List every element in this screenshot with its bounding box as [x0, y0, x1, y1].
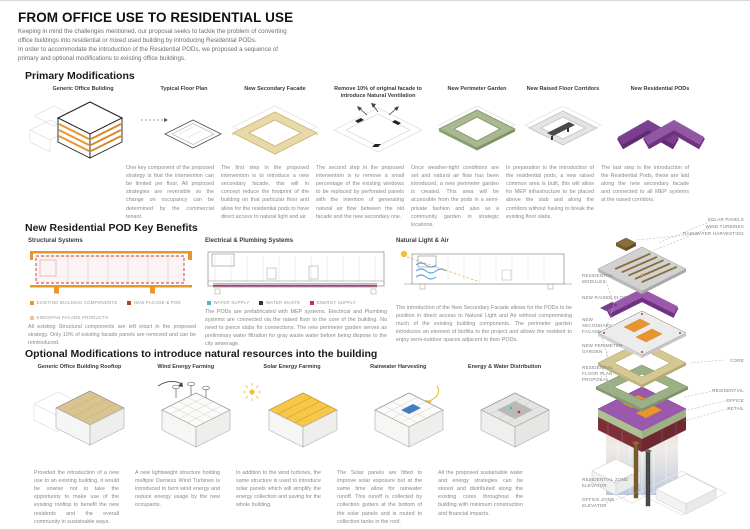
legend-item	[310, 300, 356, 305]
optional-col-distribution	[453, 364, 556, 460]
optional-paragraph: All the proposed sustainable water and energy strategies can be stored and distributed along the existing cores throughout the building with minimum construction and financial impacts.	[438, 470, 523, 517]
legend-item	[127, 300, 181, 305]
sun-icon	[243, 383, 261, 401]
primary-paragraph: The second step in the proposed intervention is to remove a small percentage of the existing windows to be replaced by perforated panels with the intention of generating natural air flow between the old facade and the new secondary one.	[316, 165, 404, 220]
electrical-text: The PODs are prefabricated with MEP systems. Electrical and Plumbing systems are connected via the raised floor to the core of the building. No need to pierce slabs for connections. The new perimeter garden serves as preliminary water filtration for gray waste water before being dispose to the city sewerage.	[205, 309, 387, 348]
label-rainwater-harvesting: RAINWATER HARVESTING	[683, 231, 744, 236]
legend-item	[30, 315, 108, 320]
header	[18, 10, 358, 64]
primary-col-secondary-facade	[230, 86, 320, 162]
label-residential: RESIDENTIAL	[712, 388, 744, 393]
label-solar-panels: SOLAR PANELS	[707, 217, 744, 222]
column-header: Wind Energy Farming	[157, 364, 215, 370]
legend-swatch	[310, 301, 314, 305]
rainwater-diagram	[347, 378, 450, 460]
intro-line: office buildings into residential or mixed used building by introducing Residential PODs.	[18, 36, 257, 44]
label-core: CORE	[730, 358, 744, 363]
column-header: New Raised Floor Corridors	[526, 86, 600, 92]
legend-swatch	[30, 316, 34, 320]
label-retail: RETAIL	[727, 406, 744, 411]
raised-floor-corridors-diagram	[521, 100, 605, 162]
legend-label: NEW FACADE & POD	[133, 300, 181, 305]
legend-item	[259, 300, 300, 305]
column-header: Generic Office Building	[52, 86, 114, 92]
legend-label: EXISTING BUILDING COMPONENTS	[36, 300, 118, 305]
column-header: Solar Energy Farming	[263, 364, 321, 370]
panel-title: Electrical & Plumbing Systems	[205, 238, 294, 244]
benefits-heading: New Residential POD Key Benefits	[25, 222, 198, 234]
new-secondary-facade-diagram	[230, 100, 320, 162]
primary-col-remove-facade	[323, 86, 433, 162]
rooftop-plate	[598, 247, 686, 294]
primary-col-residential-pods	[608, 86, 712, 162]
legend-swatch	[127, 301, 131, 305]
label-residential-zone-elevator: RESIDENTIAL ZONE	[582, 477, 629, 482]
column-header: Rainwater Harvesting	[370, 364, 427, 370]
structural-legend	[30, 300, 200, 320]
label-new-perimeter-garden: NEW PERIMETER	[582, 343, 623, 348]
legend-swatch	[207, 301, 211, 305]
label-residential-modules: RESIDENTIAL	[582, 273, 614, 278]
legend-swatch	[259, 301, 263, 305]
primary-paragraph: One key component of the proposed strategy is that the intervention can be limited per floor. All proposed strategies are reversible so the change on occupancy can be determined by the commercial tenant.	[126, 165, 214, 220]
optional-heading: Optional Modifications to introduce natural resources into the building	[25, 348, 378, 360]
label-residential-floor-plan: PROPOSAL	[582, 377, 609, 382]
air-wave-icon	[416, 275, 436, 279]
label-residential-zone-elevator: ELEVATOR	[582, 483, 607, 488]
legend-label: WATER WASTE	[265, 300, 301, 305]
label-residential-modules: MODULES	[582, 279, 606, 284]
structural-section-drawing	[28, 246, 198, 298]
label-new-perimeter-garden: GARDEN	[582, 349, 603, 354]
primary-col-raised-corridors	[521, 86, 605, 162]
column-header: Energy & Water Distribution	[467, 364, 542, 370]
wind-turbine-icon	[173, 385, 180, 398]
benefits-natural-panel	[396, 238, 576, 345]
natural-text: The introduction of the New Secondary Facade allows for the PODs to be position in direct access to Natural Light and Air without compromising much of the existing building components. The perimeter garden introduces an element of biofilia to the project and allows the resident to enjoy semi-outdoor spaces adjacent to their PODs.	[396, 305, 572, 344]
legend-item	[207, 300, 249, 305]
primary-paragraph: The last step is the introduction of the Residential Pods, these are laid along the new secondary facade and connected to all MEP systems at the raised corridors.	[601, 165, 689, 204]
legend-swatch	[30, 301, 34, 305]
legend-label: KINGSPAN FACADE PRODUCTS	[36, 315, 109, 320]
natural-light-air-drawing	[396, 246, 574, 300]
panel-title: Natural Light & Air	[396, 238, 449, 244]
benefits-structural-panel	[28, 238, 200, 347]
legend-label: WATER SUPPLY	[213, 300, 250, 305]
generic-office-building-diagram	[28, 100, 138, 162]
optional-col-solar	[241, 364, 344, 460]
label-new-secondary-facade: FACADE	[582, 329, 602, 334]
air-wave-icon	[416, 269, 446, 273]
primary-paragraph: The first step in the proposed intervention is to introduce a new secondary facade, this will in concept reduce the footprint of the building on that particular floor and allow for the residential pods to have direct access to natural light and air.	[221, 165, 309, 220]
sun-icon	[401, 251, 407, 257]
electrical-legend	[207, 300, 391, 305]
primary-col-generic-office	[28, 86, 138, 162]
label-new-secondary-facade: SECONDARY	[582, 323, 613, 328]
new-residential-pods-diagram	[608, 100, 712, 162]
optional-columns	[28, 364, 556, 460]
intro-line: In order to accommodate the introduction of the Residential PODs, we proposed a sequence of	[18, 45, 279, 53]
primary-col-perimeter-garden	[436, 86, 518, 162]
primary-paragraph: Once weather-tight conditions are set and natural air flow has been introduced, a new perimeter garden is created. This area will be accessible from the pods in a semi-private fashion and also as a community garden in strategic locations.	[411, 165, 499, 228]
label-new-raised-floor: NEW RAISED FLOOR	[582, 295, 631, 300]
natural-ventilation-diagram	[323, 100, 433, 162]
intro-line: Keeping in mind the challenges mentioned, our proposal seeks to tackle the problem of converting	[18, 28, 287, 35]
column-header: New Perimeter Garden	[447, 86, 507, 92]
new-perimeter-garden-diagram	[436, 100, 518, 162]
wind-energy-diagram	[134, 378, 237, 460]
exploded-axonometric	[578, 213, 750, 530]
benefits-electrical-panel	[205, 238, 391, 349]
rooftop-diagram	[28, 378, 131, 460]
legend-label: ENERGY SUPPLY	[316, 300, 357, 305]
airflow-arrow-icon	[371, 103, 376, 108]
optional-col-wind	[134, 364, 237, 460]
energy-water-distribution-diagram	[453, 378, 556, 460]
raised-floor-plate	[598, 311, 686, 358]
structural-text: All existing Structural components are left intact in the proposed strategy. Only 10% of existing facade panels are removed and can be reintroduced.	[28, 324, 196, 347]
page-title: FROM OFFICE USE TO RESIDENTIAL USE	[18, 10, 294, 25]
column-header: Typical Floor Plan	[160, 86, 208, 92]
column-header: New Secondary Facade	[244, 86, 306, 92]
primary-columns	[28, 86, 712, 162]
optional-paragraph: Provided the introduction of a new use to an existing building, it would be unwise not to take the opportunity to make use of the existing rooftop to benefit the new residents and the overall community in sustainable ways.	[34, 470, 119, 525]
label-wind-turbines: WIND TURBINES	[705, 224, 744, 229]
optional-paragraph: In addition to the wind turbines, the same structure is used to introduce solar panels which will simplify the energy collection and saving for the whole building.	[236, 470, 321, 509]
label-office-zone-elevator: ELEVATOR	[582, 503, 607, 508]
solar-energy-diagram	[241, 378, 344, 460]
panel-title: Structural Systems	[28, 238, 83, 244]
optional-paragraph: A new lightweight structure holding multiple Darrieus Wind Turbines is introduced to farm wind energy and reduce energy usage by the new occupants.	[135, 470, 220, 509]
primary-heading: Primary Modifications	[25, 70, 135, 82]
optional-paragraph: The Solar panels are fitted to improve solar exposure but at the same time allow for rainwater runoff. This runoff is collected by collection gutters at the bottom of the solar panels and is routed to collection tanks in the roof.	[337, 470, 422, 525]
column-header: Remove 10% of original facade to introduce Natural Ventilation	[334, 86, 422, 99]
column-header: Generic Office Building Rooftop	[37, 364, 122, 370]
intro-text	[18, 28, 358, 64]
optional-col-rooftop	[28, 364, 131, 460]
label-new-secondary-facade: NEW	[582, 317, 594, 322]
intro-line: primary and optional modifications to existing office buildings.	[18, 54, 186, 62]
primary-paragraph: In preparation to the introduction of the residential pods, a new raised common area is built, this will allow for MEP infrastructure to be placed above the slab and along the corridors without having to break the existing floor slabs.	[506, 165, 594, 220]
legend-item	[30, 300, 117, 305]
label-residential-floor-plan: FLOOR PLAN	[582, 371, 613, 376]
typical-floor-plan-diagram	[141, 100, 227, 162]
optional-paragraphs	[34, 469, 523, 526]
optional-col-rainwater	[347, 364, 450, 460]
water-supply-dot	[510, 407, 513, 410]
label-office-zone-elevator: OFFICE ZONE	[582, 497, 615, 502]
electrical-section-drawing	[205, 246, 389, 298]
rainwater-collector	[616, 238, 636, 251]
label-residential-floor-plan: RESIDENTIAL	[582, 365, 614, 370]
primary-col-floor-plan	[141, 86, 227, 162]
label-office: OFFICE	[726, 398, 744, 403]
column-header: New Residential PODs	[630, 86, 690, 92]
arrow-icon	[164, 118, 168, 122]
energy-supply-dot	[518, 411, 521, 414]
